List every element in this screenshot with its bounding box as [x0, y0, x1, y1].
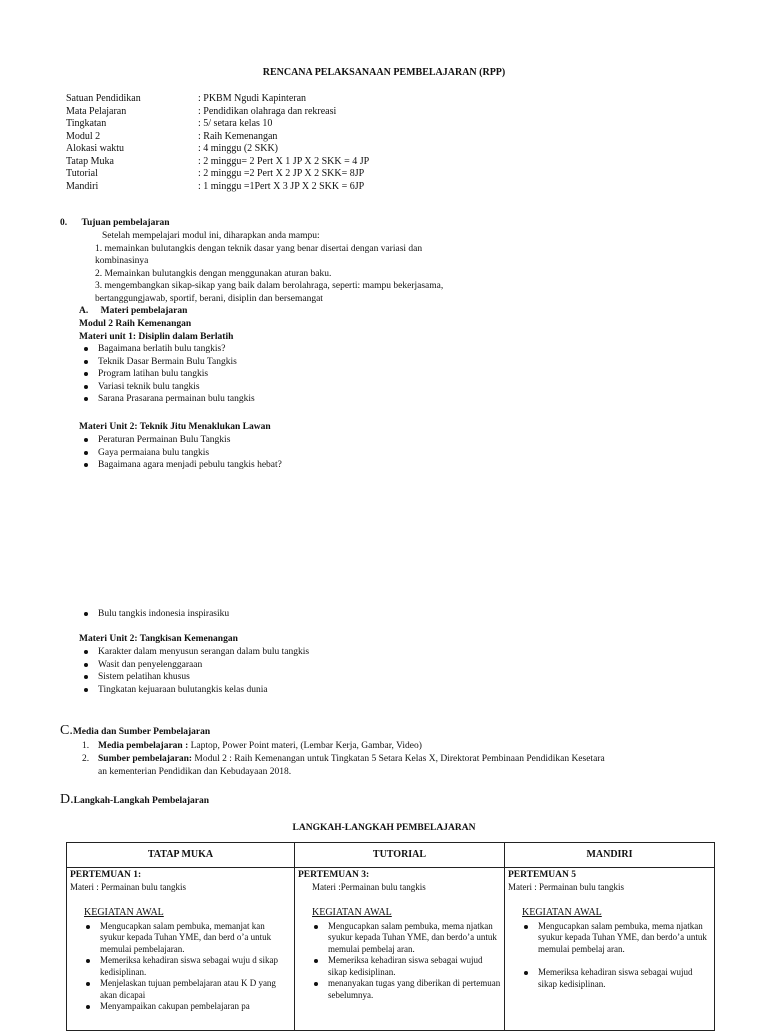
info-label: Mata Pelajaran	[66, 105, 127, 117]
media-item-1-label: Media pembelajaran :	[98, 741, 189, 751]
list-item: Karakter dalam menyusun serangan dalam bulu tangkis	[80, 646, 309, 659]
unit2-list	[80, 434, 282, 472]
kegiatan-list	[298, 921, 501, 1002]
list-item: Mengucapkan salam pembuka, mema njatkan syukur kepada Tuhan YME, dan berdo’a untuk memulai pembelaj aran.	[522, 921, 711, 956]
tujuan-line: 2. Memainkan bulutangkis dengan menggunakan aturan baku.	[95, 268, 332, 279]
table-row	[67, 868, 715, 1031]
info-label: Tutorial	[66, 168, 98, 179]
langkah-heading: Langkah-Langkah Pembelajaran	[73, 796, 210, 806]
media-item-1-text: Laptop, Power Point materi, (Lembar Kerja, Gambar, Video)	[188, 741, 422, 751]
materi-heading: Materi pembelajaran	[100, 306, 188, 316]
info-value: : 5/ setara kelas 10	[198, 118, 273, 129]
list-item: Teknik Dasar Bermain Bulu Tangkis	[80, 356, 255, 369]
list-item: Sistem pelatihan khusus	[80, 671, 309, 684]
materi-label: Materi : Permainan bulu tangkis	[508, 881, 624, 892]
media-heading: Media dan Sumber Pembelajaran	[72, 727, 211, 737]
media-item-2-cont: an kementerian Pendidikan dan Kebudayaan 2018.	[98, 767, 292, 777]
list-item: Gaya permaiana bulu tangkis	[80, 447, 282, 460]
info-row	[66, 93, 369, 106]
unit1-list	[80, 343, 255, 406]
kegiatan-label: KEGIATAN AWAL	[522, 907, 602, 918]
column-header: MANDIRI	[505, 843, 715, 868]
tujuan-heading: Tujuan pembelajaran	[81, 218, 170, 228]
modul-title: Modul 2 Raih Kemenangan	[79, 319, 192, 329]
info-row	[66, 106, 369, 119]
info-label: Tingkatan	[66, 118, 107, 129]
list-item: Memeriksa kehadiran siswa sebagai wujud sikap kedisiplinan.	[312, 955, 501, 978]
info-value: : Raih Kemenangan	[198, 130, 278, 142]
list-item: Bagaimana agara menjadi pebulu tangkis hebat?	[80, 459, 282, 472]
info-value: : 4 minggu (2 SKK)	[198, 143, 278, 154]
tujuan-line: 3. mengembangkan sikap-sikap yang baik dalam berolahraga, seperti: mampu bekerjasama,	[95, 281, 444, 291]
list-item: Bulu tangkis indonesia inspirasiku	[80, 608, 229, 621]
tujuan-intro: Setelah mempelajari modul ini, diharapkan anda mampu:	[102, 231, 320, 241]
list-item: Mengucapkan salam pembuka, memanjat kan syukur kepada Tuhan YME, dan berd o’a untuk memulai pembelajaran.	[84, 921, 291, 956]
info-label: Tatap Muka	[66, 155, 114, 167]
list-item: menanyakan tugas yang diberikan di pertemuan sebelumnya.	[312, 978, 501, 1001]
tujuan-line: 1. memainkan bulutangkis dengan teknik dasar yang benar disertai dengan variasi dan	[95, 243, 423, 254]
unit3-title: Materi Unit 2: Tangkisan Kemenangan	[79, 634, 238, 644]
media-item-2-text: Modul 2 : Raih Kemenangan untuk Tingkatan 5 Setara Kelas X, Direktorat Pembinaan Pendidikan Kesetara	[192, 754, 605, 764]
info-value: : 1 minggu =1Pert X 3 JP X 2 SKK = 6JP	[198, 180, 365, 192]
media-item-2-label: Sumber pembelajaran:	[98, 754, 193, 764]
info-value: : PKBM Ngudi Kapinteran	[198, 93, 307, 104]
pertemuan-label: PERTEMUAN 1:	[70, 870, 142, 880]
list-item: Tingkatan kejuaraan bulutangkis kelas dunia	[80, 684, 309, 697]
list-item: Bagaimana berlatih bulu tangkis?	[80, 343, 255, 356]
info-label: Mandiri	[66, 180, 99, 192]
list-item: Sarana Prasarana permainan bulu tangkis	[80, 393, 255, 406]
tujuan-number: 0.	[60, 218, 68, 228]
media-item-1: 1. Media pembelajaran : Laptop, Power Point materi, (Lembar Kerja, Gambar, Video)	[82, 741, 422, 751]
unit2-extra-list	[80, 608, 229, 621]
pertemuan-label: PERTEMUAN 5	[508, 870, 577, 880]
tujuan-line: kombinasinya	[95, 256, 149, 266]
table-cell	[295, 868, 505, 1031]
list-item: Wasit dan penyelenggaraan	[80, 659, 309, 672]
info-row	[66, 168, 369, 181]
info-value: : 2 minggu =2 Pert X 2 JP X 2 SKK= 8JP	[198, 168, 365, 179]
unit1-title: Materi unit 1: Disiplin dalam Berlatih	[79, 332, 234, 342]
materi-label: Materi :Permainan bulu tangkis	[312, 881, 426, 892]
info-row	[66, 181, 369, 194]
unit2-title: Materi Unit 2: Teknik Jitu Menaklukan Lawan	[79, 422, 271, 432]
list-item: Memeriksa kehadiran siswa sebagai wujud sikap kedisiplinan.	[522, 967, 711, 990]
langkah-letter: D.	[60, 792, 74, 807]
langkah-heading-row	[60, 794, 209, 808]
media-heading-row	[60, 725, 210, 739]
materi-letter: A.	[79, 306, 89, 316]
media-item-2: 2. Sumber pembelajaran: Modul 2 : Raih Kemenangan untuk Tingkatan 5 Setara Kelas X, Direktorat Pembinaan Pendidikan Kesetara	[82, 754, 605, 764]
info-value: : 2 minggu= 2 Pert X 1 JP X 2 SKK = 4 JP	[198, 155, 370, 167]
info-block	[66, 93, 369, 193]
tujuan-body	[95, 230, 443, 305]
steps-table-wrap	[66, 842, 714, 1031]
list-item: Memeriksa kehadiran siswa sebagai wuju d sikap kedisiplinan.	[84, 955, 291, 978]
materi-label: Materi : Permainan bulu tangkis	[70, 881, 186, 892]
list-item: Menyampaikan cakupan pembelajaran pa	[84, 1001, 291, 1013]
list-item: Menjelaskan tujuan pembelajaran atau K D yang akan dicapai	[84, 978, 291, 1001]
unit3-list	[80, 646, 309, 696]
kegiatan-list	[70, 921, 291, 1013]
list-item: Mengucapkan salam pembuka, mema njatkan syukur kepada Tuhan YME, dan berdo’a untuk memulai pembelaj aran.	[312, 921, 501, 956]
table-header-row	[67, 843, 715, 868]
media-letter: C.	[60, 723, 73, 738]
kegiatan-label: KEGIATAN AWAL	[312, 907, 392, 918]
column-header: TATAP MUKA	[67, 843, 295, 868]
kegiatan-label: KEGIATAN AWAL	[84, 907, 164, 918]
kegiatan-list	[508, 921, 711, 991]
table-cell	[505, 868, 715, 1031]
info-label: Modul 2	[66, 130, 101, 142]
table-cell	[67, 868, 295, 1031]
list-item: Program latihan bulu tangkis	[80, 368, 255, 381]
document-title: RENCANA PELAKSANAAN PEMBELAJARAN (RPP)	[262, 67, 506, 78]
pertemuan-label: PERTEMUAN 3:	[298, 870, 370, 880]
materi-heading-row	[79, 305, 187, 318]
info-row	[66, 156, 369, 169]
info-value: : Pendidikan olahraga dan rekreasi	[198, 105, 337, 117]
info-label: Satuan Pendidikan	[66, 93, 141, 104]
info-row	[66, 143, 369, 156]
info-row	[66, 131, 369, 144]
info-row	[66, 118, 369, 131]
list-item: Peraturan Permainan Bulu Tangkis	[80, 434, 282, 447]
steps-table	[66, 842, 715, 1031]
info-label: Alokasi waktu	[66, 143, 125, 154]
tujuan-line: bertanggungjawab, sportif, berani, disiplin dan bersemangat	[95, 293, 323, 304]
list-item: Variasi teknik bulu tangkis	[80, 381, 255, 394]
tujuan-heading-row	[60, 217, 170, 230]
table-title: LANGKAH-LANGKAH PEMBELAJARAN	[292, 823, 476, 833]
column-header: TUTORIAL	[295, 843, 505, 868]
